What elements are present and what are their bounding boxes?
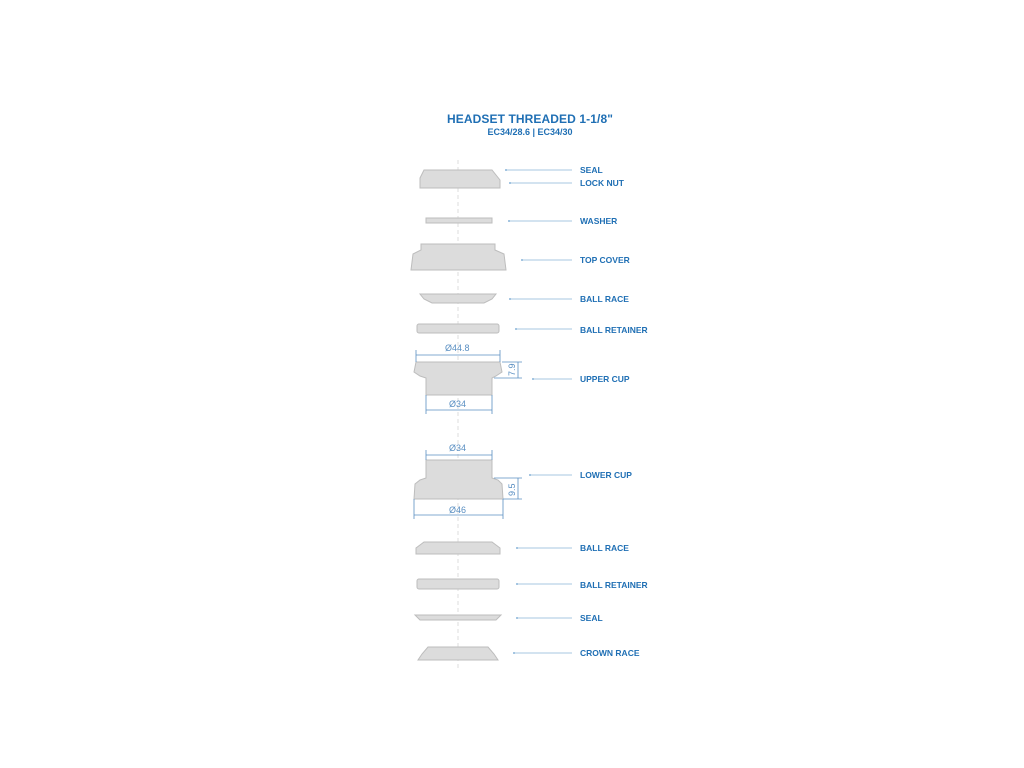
upper-cup-part (414, 362, 502, 395)
part-label-upper-cup: UPPER CUP (580, 374, 630, 384)
upper-cup-height-dim: 7.9 (507, 363, 517, 376)
diagram-title: HEADSET THREADED 1-1/8" (446, 112, 614, 126)
lower-cup-height-dim: 9.5 (507, 483, 517, 496)
lower-cup-part (414, 460, 503, 499)
ball-race-lower-part (416, 542, 500, 554)
part-label-washer: WASHER (580, 216, 618, 226)
seal-lower-part (415, 615, 501, 620)
part-label-ball-race-upper: BALL RACE (580, 294, 629, 304)
upper-cup-outer-dim: Ø44.8 (445, 343, 470, 353)
part-label-ball-retainer-lower: BALL RETAINER (580, 580, 648, 590)
lower-cup-inner-dim: Ø34 (449, 443, 467, 453)
part-label-lock-nut: LOCK NUT (580, 178, 624, 188)
ball-race-upper-part (420, 294, 496, 303)
top-cover-part (411, 244, 506, 270)
ball-retainer-lower-part (417, 579, 499, 589)
part-label-crown-race: CROWN RACE (580, 648, 640, 658)
part-label-top-cover: TOP COVER (580, 255, 630, 265)
washer-part (426, 218, 492, 223)
part-label-ball-race-lower: BALL RACE (580, 543, 629, 553)
diagram-subtitle: EC34/28.6 | EC34/30 (487, 127, 573, 137)
part-label-ball-retainer-upper: BALL RETAINER (580, 325, 648, 335)
part-label-seal-lower: SEAL (580, 613, 603, 623)
crown-race-part (418, 647, 498, 660)
part-label-seal: SEAL (580, 165, 603, 175)
part-label-lower-cup: LOWER CUP (580, 470, 632, 480)
lower-cup-outer-dim: Ø46 (449, 505, 467, 515)
ball-retainer-upper-part (417, 324, 499, 333)
lock-nut-part (420, 170, 500, 188)
upper-cup-inner-dim: Ø34 (449, 399, 467, 409)
